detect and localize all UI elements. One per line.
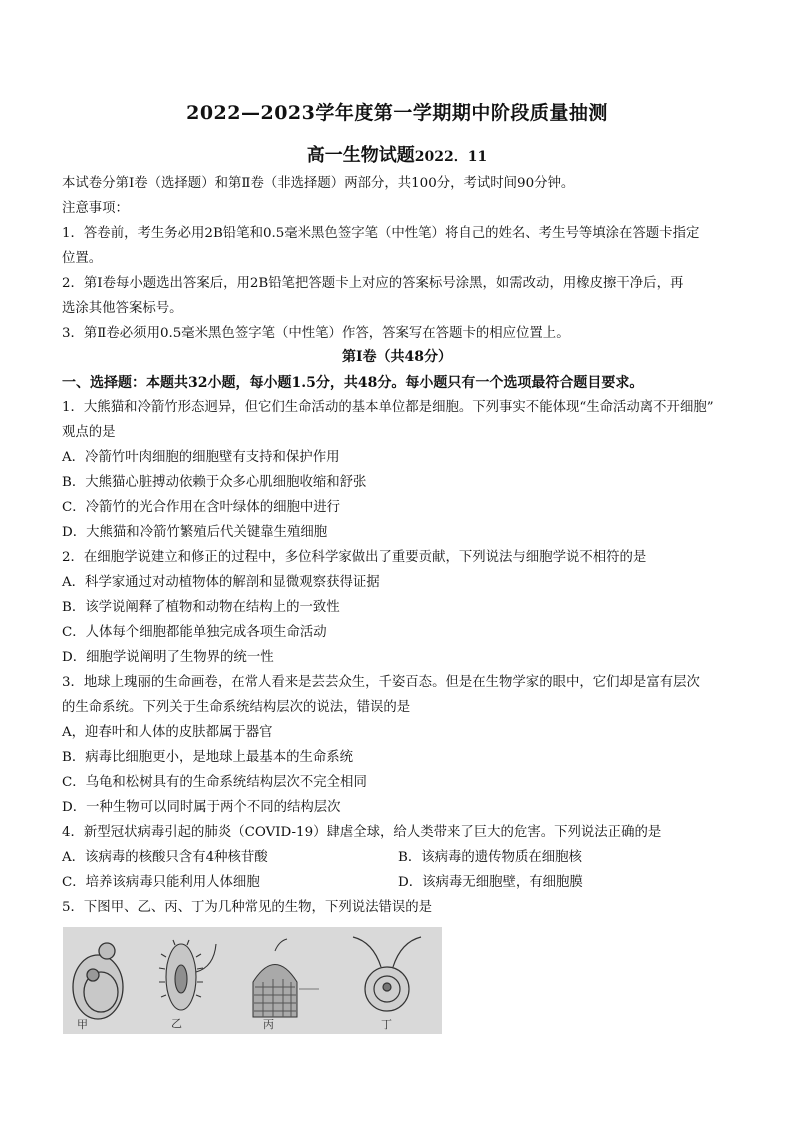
option: C．冷箭竹的光合作用在含叶绿体的细胞中进行 xyxy=(62,500,341,515)
option: D．细胞学说阐明了生物界的统一性 xyxy=(62,650,274,665)
question-stem: 5．下图甲、乙、丙、丁为几种常见的生物，下列说法错误的是 xyxy=(62,900,433,915)
note-line: 位置。 xyxy=(62,251,103,266)
option: A．该病毒的核酸只含有4种核苷酸 xyxy=(62,850,268,865)
option: A．科学家通过对动植物体的解剖和显微观察获得证据 xyxy=(62,575,380,590)
question-stem: 观点的是 xyxy=(62,425,116,440)
option: C．培养该病毒只能利用人体细胞 xyxy=(62,875,260,890)
yeast-cell-drawing xyxy=(73,943,123,1019)
figure-label: 甲 xyxy=(77,1018,88,1031)
option: C．人体每个细胞都能单独完成各项生命活动 xyxy=(62,625,327,640)
exam-subtitle xyxy=(0,141,794,167)
option: A．冷箭竹叶肉细胞的细胞壁有支持和保护作用 xyxy=(62,450,340,465)
figure-label: 丙 xyxy=(263,1018,274,1031)
notes-title: 注意事项： xyxy=(62,201,129,216)
flagellate-drawing xyxy=(353,937,421,1011)
ciliate-drawing xyxy=(159,940,216,1010)
option: B．该病毒的遗传物质在细胞核 xyxy=(398,850,582,865)
note-line: 1．答卷前，考生务必用2B铅笔和0.5毫米黑色签字笔（中性笔）将自己的姓名、考生号等填涂在答题卡指定 xyxy=(62,226,700,241)
exam-date: 2022．11 xyxy=(414,149,488,165)
colony-drawing xyxy=(253,939,319,1017)
question-stem: 4．新型冠状病毒引起的肺炎（COVID-19）肆虐全球，给人类带来了巨大的危害。下列说法正确的是 xyxy=(62,825,662,840)
organism-figure xyxy=(63,927,442,1034)
section-instruction: 一、选择题：本题共32小题，每小题1.5分，共48分。每小题只有一个选项最符合题目要求。 xyxy=(62,375,644,391)
option: D．该病毒无细胞壁，有细胞膜 xyxy=(398,875,583,890)
question-stem: 1．大熊猫和冷箭竹形态迥异，但它们生命活动的基本单位都是细胞。下列事实不能体现“生命活动离不开细胞” xyxy=(62,400,714,415)
subject-title: 高一生物试题 xyxy=(306,145,415,166)
question-stem: 的生命系统。下列关于生命系统结构层次的说法，错误的是 xyxy=(62,700,411,715)
option: B．该学说阐释了植物和动物在结构上的一致性 xyxy=(62,600,340,615)
note-line: 3．第Ⅱ卷必须用0.5毫米黑色签字笔（中性笔）作答，答案写在答题卡的相应位置上。 xyxy=(62,326,570,341)
question-stem: 2．在细胞学说建立和修正的过程中，多位科学家做出了重要贡献，下列说法与细胞学说不相符的是 xyxy=(62,550,647,565)
option: B．大熊猫心脏搏动依赖于众多心肌细胞收缩和舒张 xyxy=(62,475,367,490)
option: A，迎春叶和人体的皮肤都属于器官 xyxy=(62,725,273,740)
intro-text: 本试卷分第Ⅰ卷（选择题）和第Ⅱ卷（非选择题）两部分，共100分，考试时间90分钟。 xyxy=(62,176,575,191)
note-line: 2．第Ⅰ卷每小题选出答案后，用2B铅笔把答题卡上对应的答案标号涂黑，如需改动，用橡皮擦干净后，再 xyxy=(62,276,684,291)
option: B．病毒比细胞更小，是地球上最基本的生命系统 xyxy=(62,750,354,765)
note-line: 选涂其他答案标号。 xyxy=(62,301,183,316)
option: C．乌龟和松树具有的生命系统结构层次不完全相同 xyxy=(62,775,367,790)
section-title: 第Ⅰ卷（共48分） xyxy=(341,349,453,365)
question-stem: 3．地球上瑰丽的生命画卷，在常人看来是芸芸众生，千姿百态。但是在生物学家的眼中，它们却是富有层次 xyxy=(62,675,700,690)
figure-label: 丁 xyxy=(381,1018,392,1031)
option: D．大熊猫和冷箭竹繁殖后代关键靠生殖细胞 xyxy=(62,525,328,540)
exam-title: 2022—2023学年度第一学期期中阶段质量抽测 xyxy=(186,102,608,124)
figure-label: 乙 xyxy=(171,1017,182,1030)
option: D．一种生物可以同时属于两个不同的结构层次 xyxy=(62,800,341,815)
